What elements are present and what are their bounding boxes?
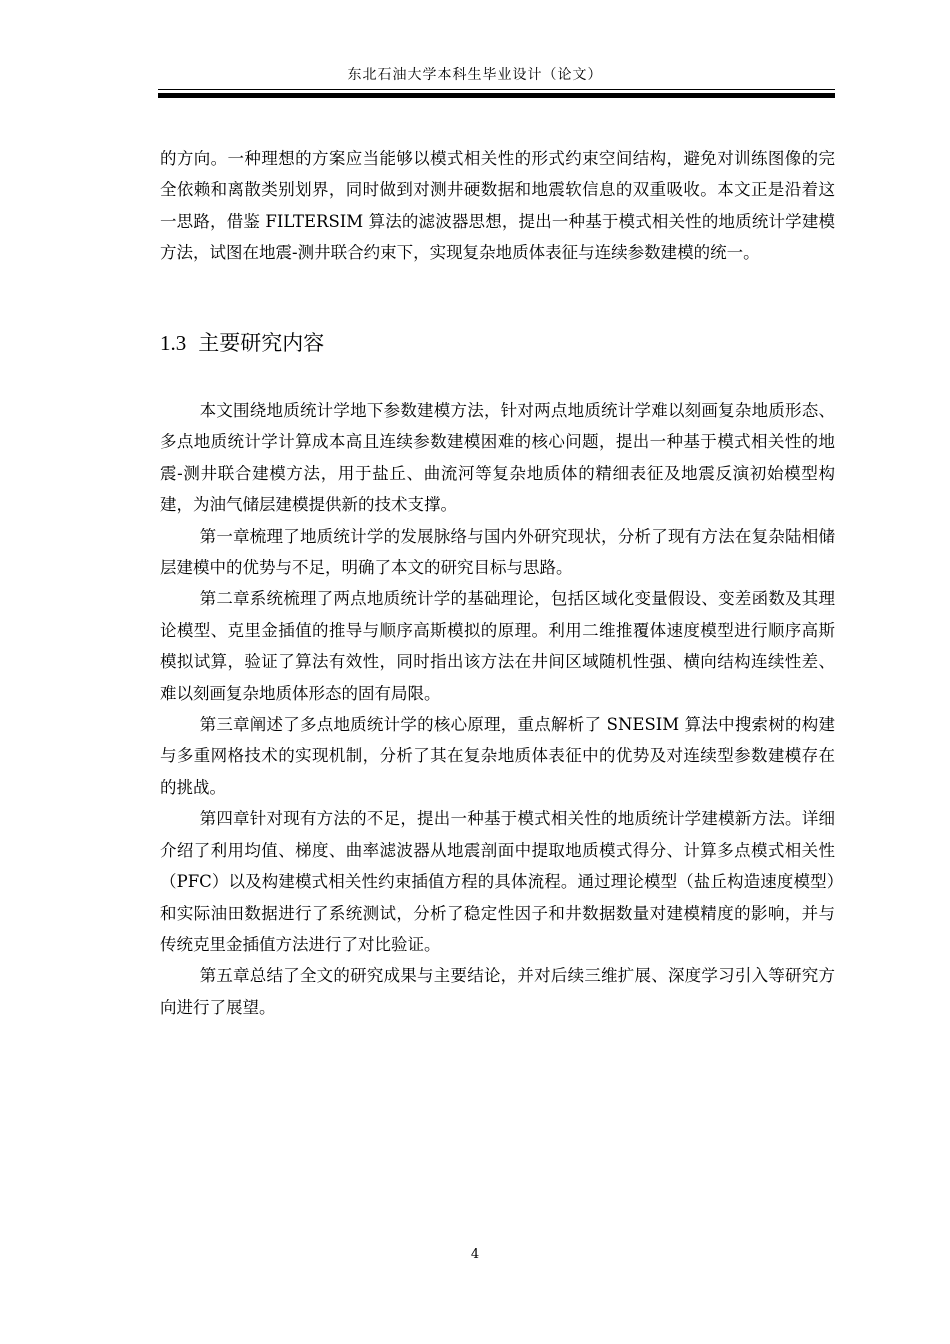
body-paragraph: 第四章针对现有方法的不足，提出一种基于模式相关性的地质统计学建模新方法。详细介绍了利用均值、梯度、曲率滤波器从地震剖面中提取地质模式得分、计算多点模式相关性（PFC）以及构建模式相关性约束插值方程的具体流程。通过理论模型（盐丘构造速度模型）和实际油田数据进行了系统测试，分析了稳定性因子和井数据数量对建模精度的影响，并与传统克里金插值方法进行了对比验证。 [160,809,835,954]
header-title: 东北石油大学本科生毕业设计（论文） [347,67,603,83]
body-paragraph: 第一章梳理了地质统计学的发展脉络与国内外研究现状，分析了现有方法在复杂陆相储层建模中的优势与不足，明确了本文的研究目标与思路。 [160,526,835,578]
section-title: 主要研究内容 [198,331,325,355]
section-number: 1.3 [160,331,187,355]
body-paragraph: 第二章系统梳理了两点地质统计学的基础理论，包括区域化变量假设、变差函数及其理论模型、克里金插值的推导与顺序高斯模拟的原理。利用二维推覆体速度模型进行顺序高斯模拟试算，验证了算法有效性，同时指出该方法在井间区域随机性强、横向结构连续性差、难以刻画复杂地质体形态的固有局限。 [160,589,835,703]
body-paragraph: 第三章阐述了多点地质统计学的核心原理，重点解析了 SNESIM 算法中搜索树的构建与多重网格技术的实现机制，分析了其在复杂地质体表征中的优势及对连续型参数建模存在的挑战。 [160,715,835,797]
header-rule-thick [158,93,835,98]
section-body [160,395,835,1023]
body-paragraph: 第五章总结了全文的研究成果与主要结论，并对后续三维扩展、深度学习引入等研究方向进行了展望。 [160,966,835,1017]
header-rule-thin [158,89,835,90]
body-paragraph: 本文围绕地质统计学地下参数建模方法，针对两点地质统计学难以刻画复杂地质形态、多点地质统计学计算成本高且连续参数建模困难的核心问题，提出一种基于模式相关性的地震-测井联合建模方法，用于盐丘、曲流河等复杂地质体的精细表征及地震反演初始模型构建，为油气储层建模提供新的技术支撑。 [160,401,835,515]
page-number: 4 [470,1247,480,1262]
section-heading [160,327,324,359]
intro-paragraph: 的方向。一种理想的方案应当能够以模式相关性的形式约束空间结构，避免对训练图像的完全依赖和离散类别划界，同时做到对测井硬数据和地震软信息的双重吸收。本文正是沿着这一思路，借鉴 FILTERSIM 算法的滤波器思想，提出一种基于模式相关性的地质统计学建模方法，试图在地震-测井联合约束下，实现复杂地质体表征与连续参数建模的统一。 [160,149,835,263]
intro-block [160,143,835,269]
